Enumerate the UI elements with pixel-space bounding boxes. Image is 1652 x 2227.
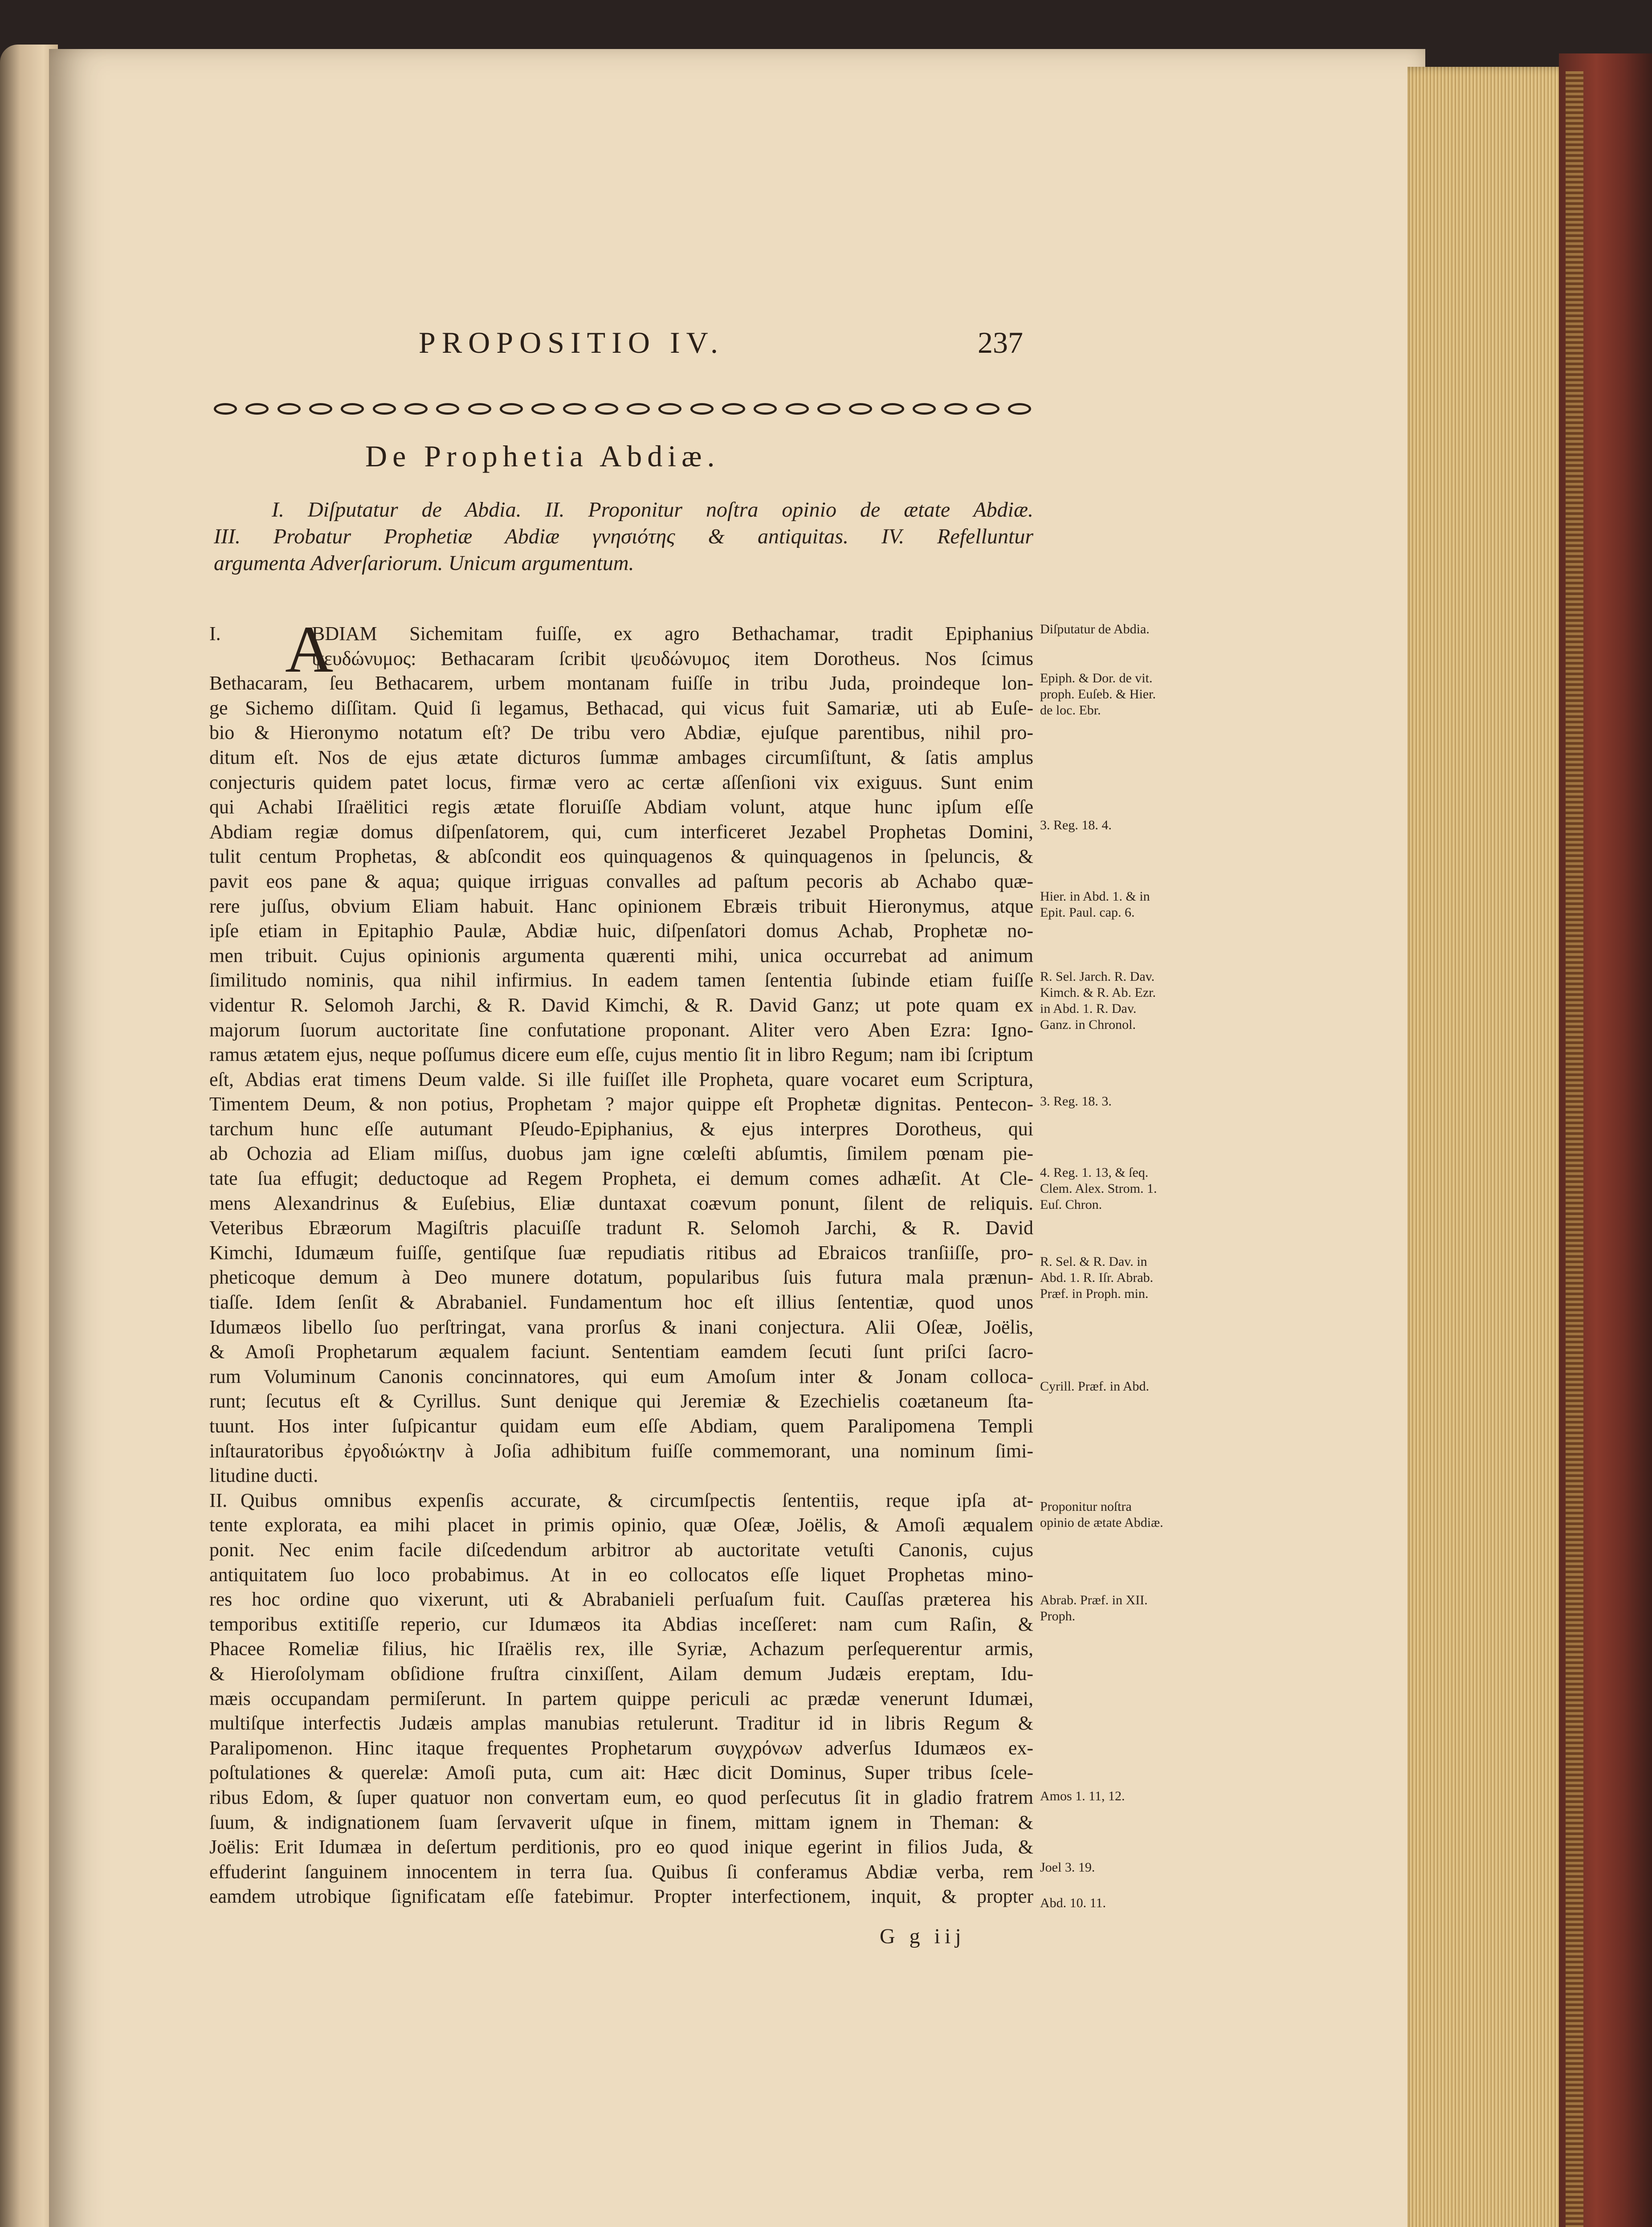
ornament-glyph — [913, 403, 936, 415]
text-line: & Hieroſolymam obſidione fruſtra cinxiſſent, Ailam demum Judæis ereptam, Idu- — [209, 1662, 1033, 1685]
drop-cap: A — [285, 612, 334, 686]
text-line: ſimilitudo nominis, qua nihil infirmius. In eadem tamen ſententia ſubinde etiam fuiſſe — [209, 969, 1033, 991]
text-line: ſuum, & indignationem ſuam ſervaverit uſque in finem, mittam ignem in Theman: & — [209, 1811, 1033, 1833]
ornament-glyph — [817, 403, 840, 415]
ornament-glyph — [531, 403, 555, 415]
text-line: Abdiam regiæ domus diſpenſatorem, qui, cum interficeret Jezabel Prophetas Domini, — [209, 820, 1033, 843]
text-line: ditum eſt. Nos de ejus ætate dicturos ſummæ ambages circumſiſtunt, & ſatis amplus — [209, 746, 1033, 768]
text-line: ramus ætatem ejus, neque poſſumus dicere eum eſſe, cujus mentio ſit in libro Regum; nam ibi ſcriptum — [209, 1044, 1033, 1066]
text-line: rum Voluminum Canonis concinnatores, qui eum Amoſum inter & Jonam colloca- — [209, 1365, 1033, 1387]
margin-note: 4. Reg. 1. 13, & ſeq. Clem. Alex. Strom. 1. Euſ. Chron. — [1040, 1165, 1157, 1212]
text-line: mens Alexandrinus & Euſebius, Eliæ duntaxat coævum ponunt, ſilent de reliquis. — [209, 1192, 1033, 1214]
text-line: men tribuit. Cujus opinionis argumenta quærenti mihi, unica occurrebat ad animum — [209, 944, 1033, 967]
ornament-glyph — [436, 403, 459, 415]
ornament-glyph — [627, 403, 650, 415]
text-line: ipſe etiam in Epitaphio Paulæ, Abdiæ huic, diſpenſatori domus Achab, Prophetæ no- — [209, 920, 1033, 942]
ornament-glyph — [563, 403, 586, 415]
text-line: ribus Edom, & ſuper quatuor non convertam eum, eo quod perſecutus ſit in gladio fratrem — [209, 1786, 1033, 1808]
text-line: rere juſſus, obvium Eliam habuit. Hanc opinionem Ebræis tribuit Hieronymus, atque — [209, 895, 1033, 917]
text-line: ge Sichemo diſſitam. Quid ſi legamus, Bethacad, qui vicus fuit Samariæ, uti ab Euſe- — [209, 697, 1033, 719]
summary-line: III. Probatur Prophetiæ Abdiæ γνησιότης & antiquitas. IV. Refelluntur — [214, 525, 1033, 548]
text-line: Paralipomenon. Hinc itaque frequentes Prophetarum συγχρόνων adverſus Idumæos ex- — [209, 1737, 1033, 1759]
margin-note: Proponitur noſtra opinio de ætate Abdiæ. — [1040, 1499, 1163, 1530]
margin-note: 3. Reg. 18. 3. — [1040, 1094, 1112, 1109]
ornament-glyph — [245, 403, 269, 415]
text-line: Quibus omnibus expenſis accurate, & circumſpectis ſententiis, reque ipſa at- — [241, 1489, 1033, 1511]
ornament-glyph — [1008, 403, 1031, 415]
ornament-glyph — [404, 403, 428, 415]
text-line: pavit eos pane & aqua; quique irriguas convalles ad paſtum pecoris ab Achabo quæ- — [209, 870, 1033, 892]
section-2 — [209, 1488, 1033, 1909]
text-line: tate ſua effugit; deductoque ad Regem Propheta, ei demum comes adhæſit. At Cle- — [209, 1167, 1033, 1190]
ornament-glyph — [468, 403, 491, 415]
margin-note: Abrab. Præf. in XII. Proph. — [1040, 1593, 1148, 1623]
chapter-summary — [214, 497, 1033, 577]
body-text — [209, 612, 1033, 1909]
ornament-glyph — [277, 403, 301, 415]
margin-note: Epiph. & Dor. de vit. proph. Euſeb. & Hier. de loc. Ebr. — [1040, 671, 1156, 718]
ornament-glyph — [373, 403, 396, 415]
summary-line: argumenta Adverſariorum. Unicum argumentum. — [214, 551, 634, 575]
section-1 — [209, 612, 1033, 1488]
text-line: antiquitatem ſuo loco probabimus. At in eo collocatos eſſe liquet Prophetas mino- — [209, 1563, 1033, 1586]
text-line: qui Achabi Iſraëlitici regis ætate floruiſſe Abdiam volunt, atque hunc ipſum eſſe — [209, 796, 1033, 818]
cover-gilt-tooling — [1566, 71, 1583, 2227]
text-line: temporibus extitiſſe reperio, cur Idumæos ita Abdias inceſſeret: nam cum Raſin, & — [209, 1613, 1033, 1635]
ornament-glyph — [786, 403, 809, 415]
running-head-title: PROPOSITIO IV. — [419, 326, 724, 359]
signature-mark: G g iij — [880, 1925, 966, 1948]
text-line: litudine ducti. — [209, 1464, 318, 1487]
text-line: tuunt. Hos inter ſuſpicantur quidam eum eſſe Abdiam, quem Paralipomena Templi — [209, 1415, 1033, 1437]
margin-note: Abd. 10. 11. — [1040, 1896, 1106, 1910]
ornament-glyph — [849, 403, 872, 415]
ornament-glyph — [754, 403, 777, 415]
text-line: tulit centum Prophetas, & abſcondit eos quinquagenos & quinquagenos in ſpeluncis, & — [209, 845, 1033, 868]
text-line: BDIAM Sichemitam fuiſſe, ex agro Bethachamar, tradit Epiphanius — [312, 623, 1033, 644]
text-line: eſt, Abdias erat timens Deum valde. Si ille fuiſſet ille Propheta, quare vocaret eum Scriptura, — [209, 1068, 1033, 1090]
text-line: ab Ochozia ad Eliam miſſus, duobus jam igne cœleſti abſumtis, ſimilem pœnam pie- — [209, 1142, 1033, 1165]
section-number: I. — [209, 623, 221, 644]
text-line: tarchum hunc eſſe autumant Pſeudo-Epiphanius, & ejus interpres Dorotheus, qui — [209, 1118, 1033, 1140]
text-line: ponit. Nec enim facile diſcedendum arbitror ab auctoritate vetuſti Canonis, cujus — [209, 1538, 1033, 1561]
ornament-glyph — [722, 403, 745, 415]
margin-note: R. Sel. Jarch. R. Dav. Kimch. & R. Ab. Ezr. in Abd. 1. R. Dav. Ganz. in Chronol. — [1040, 969, 1156, 1032]
margin-note: R. Sel. & R. Dav. in Abd. 1. R. Iſr. Abrab. Præf. in Proph. min. — [1040, 1254, 1154, 1301]
ornament-glyph — [500, 403, 523, 415]
text-line: tente explorata, ea mihi placet in primis opinio, quæ Oſeæ, Joëlis, & Amoſi æqualem — [209, 1514, 1033, 1536]
text-line: effuderint ſanguinem innocentem in terra ſua. Quibus ſi conferamus Abdiæ verba, rem — [209, 1860, 1033, 1883]
ornament-glyph — [944, 403, 967, 415]
ornament-glyph — [881, 403, 904, 415]
page-number: 237 — [978, 326, 1023, 359]
ornament-glyph — [658, 403, 681, 415]
text-line: videntur R. Selomoh Jarchi, & R. David Kimchi, & R. David Ganz; ut pote quam ex — [209, 994, 1033, 1016]
text-line: bio & Hieronymo notatum eſt? De tribu vero Abdiæ, ejuſque parentibus, nihil pro- — [209, 722, 1033, 744]
text-line: Idumæos libello ſuo perſtringat, vana prorſus & inani conjectura. Alii Oſeæ, Joëlis, — [209, 1316, 1033, 1338]
text-line: Timentem Deum, & non potius, Prophetam ? major quippe eſt Prophetæ dignitas. Pentecon- — [209, 1093, 1033, 1115]
text-line: poſtulationes & querelæ: Amoſi puta, cum ait: Hæc dicit Dominus, Super tribus ſcele- — [209, 1762, 1033, 1784]
ornament-glyph — [214, 403, 237, 415]
ornament-glyph — [690, 403, 714, 415]
text-line: pheticoque demum à Deo munere dotatum, popularibus ſuis futura mala prænun- — [209, 1266, 1033, 1289]
text-line: Bethacaram, ſeu Bethacarem, urbem montanam fuiſſe in tribu Juda, proindeque lon- — [209, 672, 1033, 694]
page-block-fore-edge — [1407, 67, 1572, 2227]
text-line: runt; ſecutus eſt & Cyrillus. Sunt denique qui Jeremiæ & Ezechielis coætaneum ſta- — [209, 1390, 1033, 1412]
text-line: mæis occupandam permiſerunt. In partem quippe periculi ac prædæ venerunt Idumæi, — [209, 1687, 1033, 1709]
ornament-glyph — [976, 403, 999, 415]
ornament-band — [214, 401, 1031, 417]
text-line: inſtauratoribus ἐργοδιώκτην à Joſia adhibitum fuiſſe commemorant, una nominum ſimi- — [209, 1440, 1033, 1462]
running-head — [49, 325, 1033, 370]
margin-note: Hier. in Abd. 1. & in Epit. Paul. cap. 6. — [1040, 889, 1150, 920]
text-line: tiaſſe. Idem ſenſit & Abrabaniel. Fundamentum hoc eſt illius ſententiæ, quod unos — [209, 1291, 1033, 1313]
text-line: multiſque interfectis Judæis amplas manubias retulerunt. Traditur id in libris Regum & — [209, 1712, 1033, 1734]
margin-note: Diſputatur de Abdia. — [1040, 622, 1150, 636]
summary-line: I. Diſputatur de Abdia. II. Proponitur noſtra opinio de ætate Abdiæ. — [272, 498, 1033, 522]
text-line: Joëlis: Erit Idumæa in deſertum perditionis, pro eo quod inique egerint in filios Juda, & — [209, 1836, 1033, 1858]
text-line: Kimchi, Idumæum fuiſſe, gentiſque ſuæ repudiatis ritibus ad Ebraicos tranſiiſſe, pro- — [209, 1241, 1033, 1264]
section-number: II. — [209, 1489, 228, 1511]
text-line: res hoc ordine quo vixerunt, uti & Abrabanieli perſuaſum fuit. Cauſſas præterea his — [209, 1588, 1033, 1611]
ornament-glyph — [595, 403, 618, 415]
ornament-glyph — [309, 403, 332, 415]
margin-note: Joel 3. 19. — [1040, 1860, 1095, 1875]
chapter-headline: De Prophetia Abdiæ. — [365, 439, 720, 473]
text-line: & Amoſi Prophetarum æqualem faciunt. Sententiam eamdem ſecuti ſunt priſci ſacro- — [209, 1341, 1033, 1363]
text-line: majorum ſuorum auctoritate ſine confutatione proponant. Aliter vero Aben Ezra: Igno- — [209, 1019, 1033, 1041]
book-page — [49, 49, 1425, 2227]
margin-note: 3. Reg. 18. 4. — [1040, 818, 1112, 832]
text-line: Phacee Romeliæ filius, hic Iſraëlis rex, ille Syriæ, Achazum perſequerentur armis, — [209, 1638, 1033, 1660]
text-line: eamdem utrobique ſignificatam eſſe fatebimur. Propter interfectionem, inquit, & propter — [209, 1885, 1033, 1908]
margin-note: Cyrill. Præf. in Abd. — [1040, 1379, 1150, 1394]
text-line: conjecturis quidem patet locus, firmæ vero ac certæ aſſenſioni vix exiguus. Sunt enim — [209, 771, 1033, 793]
text-line: Veteribus Ebræorum Magiſtris placuiſſe tradunt R. Selomoh Jarchi, & R. David — [209, 1217, 1033, 1239]
ornament-glyph — [341, 403, 364, 415]
text-line: ψευδώνυμος: Bethacaram ſcribit ψευδώνυμος item Dorotheus. Nos ſcimus — [312, 647, 1033, 669]
margin-note: Amos 1. 11, 12. — [1040, 1789, 1125, 1803]
